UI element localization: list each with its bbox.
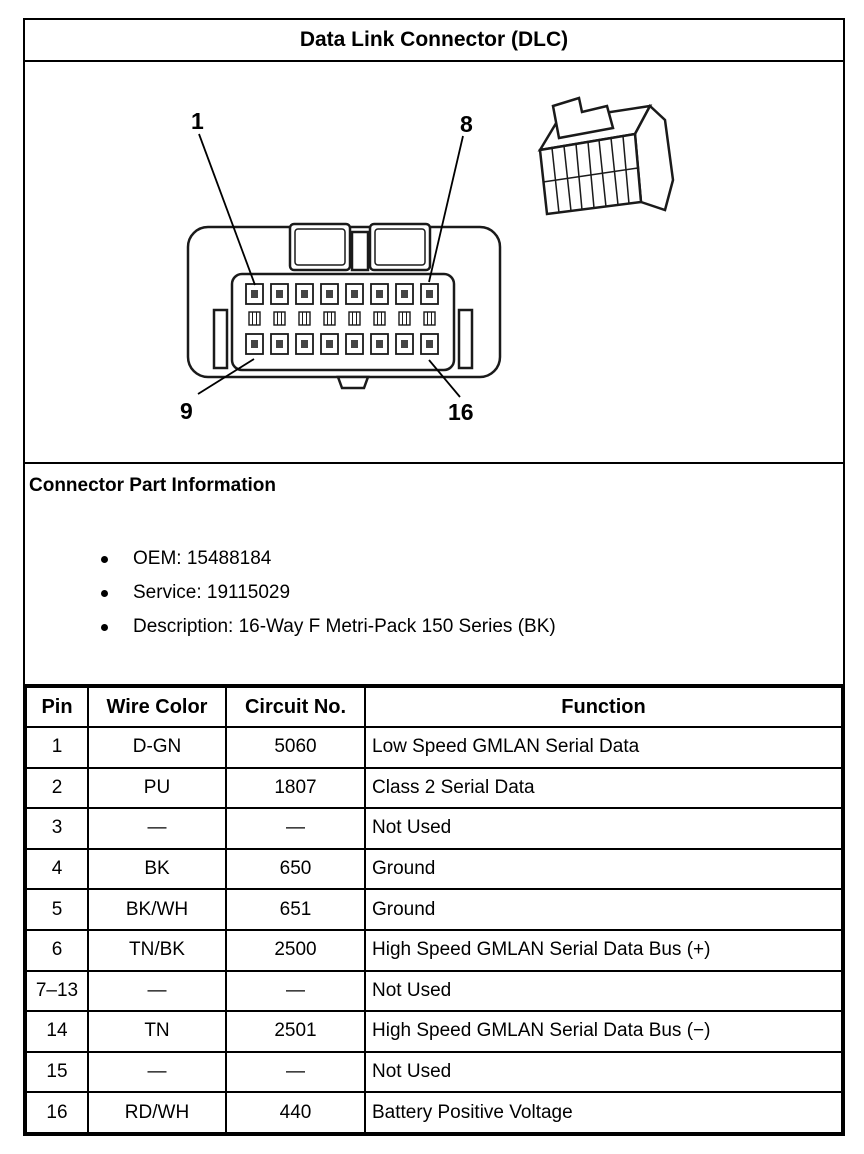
cell-wire-color: TN/BK <box>88 930 226 971</box>
cell-pin: 5 <box>26 889 88 930</box>
part-info-item-text: OEM: 15488184 <box>133 548 272 569</box>
col-header-circuit-no: Circuit No. <box>226 687 365 727</box>
table-row <box>26 1092 842 1133</box>
cell-pin: 2 <box>26 768 88 809</box>
connector-part-info-section <box>25 464 843 686</box>
pin-cavity <box>346 284 363 304</box>
cell-circuit-no: — <box>226 1052 365 1093</box>
cell-function: Not Used <box>365 1052 842 1093</box>
cell-wire-color: RD/WH <box>88 1092 226 1133</box>
cell-function: Class 2 Serial Data <box>365 768 842 809</box>
bottom-index-tab <box>338 377 368 388</box>
cell-circuit-no: 1807 <box>226 768 365 809</box>
pin-cavity <box>296 284 313 304</box>
pin-label-9: 9 <box>180 398 193 424</box>
part-info-item-oem <box>101 542 839 576</box>
pin-cavity <box>346 334 363 354</box>
cell-wire-color: — <box>88 971 226 1012</box>
pin-label-16: 16 <box>448 399 474 425</box>
col-header-function: Function <box>365 687 842 727</box>
page-title: Data Link Connector (DLC) <box>25 20 843 62</box>
cell-wire-color: BK <box>88 849 226 890</box>
cell-circuit-no: 651 <box>226 889 365 930</box>
left-lock-slot <box>214 310 227 368</box>
pin-cavity <box>371 284 388 304</box>
cell-pin: 14 <box>26 1011 88 1052</box>
part-info-item-service <box>101 576 839 610</box>
cell-circuit-no: — <box>226 808 365 849</box>
pin-cavity <box>421 334 438 354</box>
part-info-item-description <box>101 610 839 644</box>
cell-circuit-no: 5060 <box>226 727 365 768</box>
cell-pin: 4 <box>26 849 88 890</box>
cell-function: Ground <box>365 849 842 890</box>
cell-pin: 16 <box>26 1092 88 1133</box>
cell-wire-color: BK/WH <box>88 889 226 930</box>
pin-cavity <box>371 334 388 354</box>
pin-table <box>25 686 843 1134</box>
table-row <box>26 971 842 1012</box>
right-lock-slot <box>459 310 472 368</box>
pin-cavity <box>296 334 313 354</box>
connector-diagram-cell <box>25 62 843 464</box>
connector-front-view <box>188 224 500 388</box>
pin-cavity <box>421 284 438 304</box>
pin-cavity <box>321 284 338 304</box>
cell-pin: 6 <box>26 930 88 971</box>
cell-function: High Speed GMLAN Serial Data Bus (−) <box>365 1011 842 1052</box>
center-key-slot <box>352 232 368 270</box>
cell-pin: 1 <box>26 727 88 768</box>
bullet-icon <box>101 624 108 631</box>
table-row <box>26 727 842 768</box>
pin-cavity <box>246 334 263 354</box>
pin-cavity <box>396 334 413 354</box>
connector-top-tabs <box>290 224 430 270</box>
pin-label-8: 8 <box>460 111 473 137</box>
part-info-heading: Connector Part Information <box>29 475 277 496</box>
cell-circuit-no: 440 <box>226 1092 365 1133</box>
table-row <box>26 930 842 971</box>
cell-wire-color: TN <box>88 1011 226 1052</box>
cell-wire-color: D-GN <box>88 727 226 768</box>
connector-diagram <box>25 62 843 462</box>
cell-wire-color: PU <box>88 768 226 809</box>
cell-pin: 15 <box>26 1052 88 1093</box>
manual-page-frame <box>23 18 845 1136</box>
pin-cavity <box>246 284 263 304</box>
cell-pin: 7–13 <box>26 971 88 1012</box>
cell-function: Low Speed GMLAN Serial Data <box>365 727 842 768</box>
table-header-row <box>26 687 842 727</box>
pinout-table-section <box>25 686 843 1134</box>
table-row <box>26 1052 842 1093</box>
table-row <box>26 808 842 849</box>
bullet-icon <box>101 590 108 597</box>
table-row <box>26 889 842 930</box>
cell-function: High Speed GMLAN Serial Data Bus (+) <box>365 930 842 971</box>
col-header-wire-color: Wire Color <box>88 687 226 727</box>
cell-pin: 3 <box>26 808 88 849</box>
cell-circuit-no: 2500 <box>226 930 365 971</box>
part-info-item-text: Service: 19115029 <box>133 582 291 603</box>
table-row <box>26 768 842 809</box>
cell-wire-color: — <box>88 808 226 849</box>
pin-cavity <box>396 284 413 304</box>
cell-circuit-no: 2501 <box>226 1011 365 1052</box>
cell-function: Not Used <box>365 808 842 849</box>
pin-cavity <box>271 284 288 304</box>
connector-3d-view <box>540 98 673 214</box>
bullet-icon <box>101 556 108 563</box>
col-header-pin: Pin <box>26 687 88 727</box>
cell-circuit-no: — <box>226 971 365 1012</box>
cell-function: Ground <box>365 889 842 930</box>
cell-function: Battery Positive Voltage <box>365 1092 842 1133</box>
pin-cavity <box>271 334 288 354</box>
cell-circuit-no: 650 <box>226 849 365 890</box>
pin-label-1: 1 <box>191 108 204 134</box>
pin-cavity <box>321 334 338 354</box>
table-row <box>26 1011 842 1052</box>
part-info-item-text: Description: 16-Way F Metri-Pack 150 Series (BK) <box>133 616 556 637</box>
cell-wire-color: — <box>88 1052 226 1093</box>
cell-function: Not Used <box>365 971 842 1012</box>
part-info-list <box>29 542 839 644</box>
table-row <box>26 849 842 890</box>
